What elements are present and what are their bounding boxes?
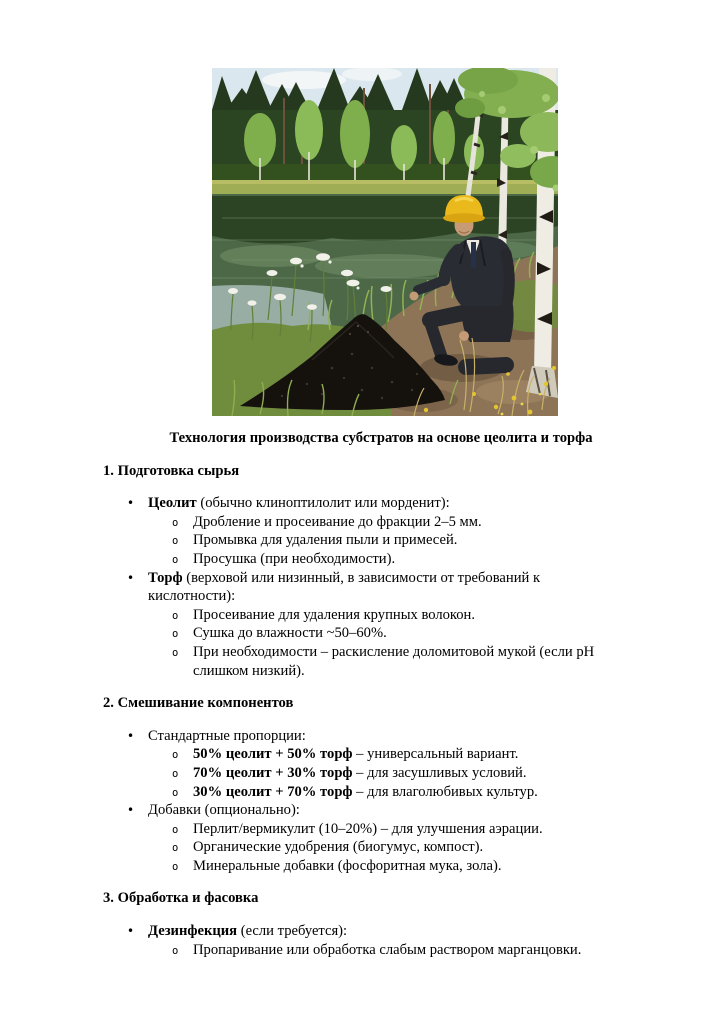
document-title: Технология производства субстратов на основе цеолита и торфа [169, 430, 593, 446]
list-subitem [148, 624, 629, 643]
subitem-text: – для влаголюбивых культур. [352, 783, 538, 800]
circle-bullet-icon: o [172, 767, 179, 780]
item-text: (верховой или низинный, в зависимости от требований к кислотности): [148, 569, 541, 605]
list-subitem [148, 513, 629, 532]
item-text: Добавки (опционально): [148, 802, 300, 819]
bullet-icon: • [127, 496, 135, 511]
subitem-text: Дробление и просеивание до фракции 2–5 мм. [193, 513, 482, 530]
list-subitem [148, 550, 629, 569]
list-subitem [148, 643, 629, 680]
subitem-text: – для засушливых условий. [352, 764, 527, 781]
circle-bullet-icon: o [172, 609, 179, 622]
section-3 [103, 889, 629, 959]
list-subitem [148, 838, 629, 857]
sub-bullet-list [148, 513, 629, 569]
subitem-text: Перлит/вермикулит (10–20%) – для улучшения аэрации. [193, 820, 543, 837]
circle-bullet-icon: o [172, 553, 179, 566]
list-subitem [148, 857, 629, 876]
circle-bullet-icon: o [172, 749, 179, 762]
list-item [103, 494, 629, 568]
circle-bullet-icon: o [172, 786, 179, 799]
sub-bullet-list [148, 606, 629, 680]
list-item [103, 801, 629, 875]
item-text: (обычно клиноптилолит или морденит): [196, 495, 450, 512]
item-text: Стандартные пропорции: [148, 727, 306, 744]
section-2 [103, 694, 629, 875]
list-subitem: o 30% цеолит + 70% торф – для влаголюбивых культур. [148, 783, 629, 802]
list-item [103, 922, 629, 959]
photo-image [212, 68, 558, 416]
item-bold-text: Дезинфекция [148, 923, 238, 940]
bullet-icon: • [127, 803, 135, 818]
circle-bullet-icon: o [172, 628, 179, 641]
circle-bullet-icon: o [172, 860, 179, 873]
subitem-text: Минеральные добавки (фосфоритная мука, зола). [193, 857, 502, 874]
subitem-text: Просушка (при необходимости). [193, 550, 396, 567]
list-subitem: o 50% цеолит + 50% торф – универсальный вариант. [148, 745, 629, 764]
item-bold-text: Цеолит [148, 495, 197, 512]
list-subitem [148, 606, 629, 625]
list-subitem [148, 820, 629, 839]
bullet-list [103, 727, 629, 876]
document-photo [212, 68, 558, 416]
circle-bullet-icon: o [172, 944, 179, 957]
subitem-text: Сушка до влажности ~50–60%. [193, 625, 387, 642]
section-heading: 3. Обработка и фасовка [103, 890, 259, 907]
circle-bullet-icon: o [172, 535, 179, 548]
section-1 [103, 462, 629, 681]
subitem-text: При необходимости – раскисление доломитовой мукой (если pH слишком низкий). [193, 643, 595, 679]
sub-bullet-list [148, 820, 629, 876]
list-subitem [148, 941, 629, 960]
sub-bullet-list [148, 941, 629, 960]
circle-bullet-icon: o [172, 646, 179, 659]
subitem-text: – универсальный вариант. [352, 746, 519, 763]
list-item [103, 727, 629, 801]
circle-bullet-icon: o [172, 823, 179, 836]
bullet-icon: • [127, 924, 135, 939]
section-heading: 2. Смешивание компонентов [103, 695, 294, 712]
bullet-list [103, 922, 629, 959]
list-subitem [148, 531, 629, 550]
list-subitem: o 70% цеолит + 30% торф – для засушливых условий. [148, 764, 629, 783]
bullet-list [103, 494, 629, 680]
section-heading: 1. Подготовка сырья [103, 462, 240, 479]
subitem-text: Органические удобрения (биогумус, компост). [193, 839, 484, 856]
bullet-icon: • [127, 728, 135, 743]
sub-bullet-list [148, 745, 629, 801]
subitem-text: Просеивание для удаления крупных волокон. [193, 606, 476, 623]
item-text: (если требуется): [237, 923, 348, 940]
bullet-icon: • [127, 570, 135, 585]
circle-bullet-icon: o [172, 842, 179, 855]
subitem-text: Пропаривание или обработка слабым раствором марганцовки. [193, 941, 582, 958]
subitem-text: Промывка для удаления пыли и примесей. [193, 532, 458, 549]
item-bold-text: Торф [148, 569, 183, 586]
circle-bullet-icon: o [172, 516, 179, 529]
list-item [103, 569, 629, 681]
